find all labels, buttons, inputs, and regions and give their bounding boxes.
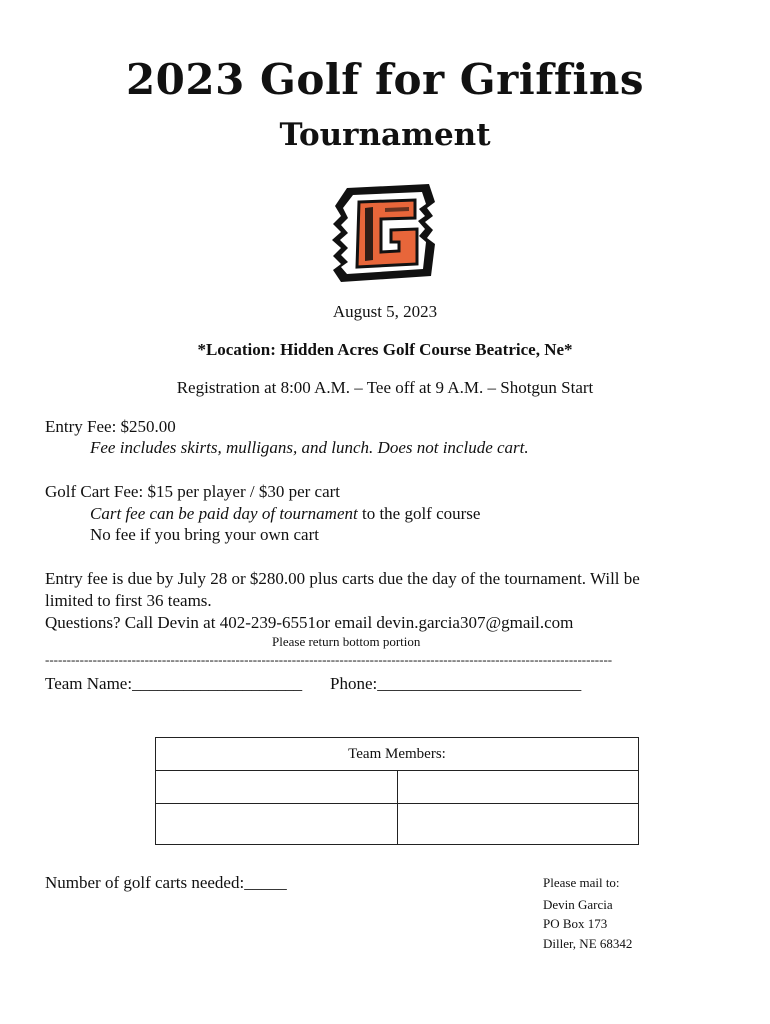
- event-registration: Registration at 8:00 A.M. – Tee off at 9 A.M. – Shotgun Start: [176, 378, 594, 397]
- entry-fee: Entry Fee: $250.00: [45, 417, 176, 436]
- cart-fee-note: [90, 503, 480, 525]
- mail-to-name: Devin Garcia: [543, 897, 613, 912]
- mail-to-po-box: PO Box 173: [543, 916, 608, 931]
- event-location: *Location: Hidden Acres Golf Course Beatrice, Ne*: [197, 340, 573, 359]
- due-line-2: limited to first 36 teams.: [45, 591, 212, 610]
- member-cell-4[interactable]: [397, 804, 639, 845]
- team-members-header: Team Members:: [156, 738, 639, 771]
- team-members-table: [155, 737, 639, 845]
- mail-to-city: Diller, NE 68342: [543, 936, 633, 951]
- mail-to-label: Please mail to:: [543, 875, 620, 890]
- page-title: 2023 Golf for Griffins: [125, 55, 645, 104]
- page-subtitle: Tournament: [279, 117, 491, 153]
- cart-fee: Golf Cart Fee: $15 per player / $30 per cart: [45, 482, 341, 501]
- questions-line: Questions? Call Devin at 402-239-6551or email devin.garcia307@gmail.com: [45, 613, 574, 632]
- cut-line-divider: -----------------------------------------------------------------------------------------------------------------------------------: [45, 652, 613, 667]
- carts-needed-field[interactable]: Number of golf carts needed:_____: [45, 873, 287, 892]
- cart-fee-note-italic: Cart fee can be paid day of tournament: [90, 504, 358, 523]
- cart-fee-note-rest: to the golf course: [357, 504, 481, 523]
- cart-fee-note-2: No fee if you bring your own cart: [90, 525, 319, 544]
- return-note: Please return bottom portion: [272, 634, 421, 649]
- griffin-g-logo-icon: [329, 182, 441, 284]
- event-date: August 5, 2023: [332, 302, 438, 321]
- member-cell-1[interactable]: [156, 771, 398, 804]
- team-name-field[interactable]: Team Name:____________________: [45, 674, 303, 693]
- member-cell-2[interactable]: [397, 771, 639, 804]
- phone-field[interactable]: Phone:________________________: [330, 674, 582, 693]
- member-cell-3[interactable]: [156, 804, 398, 845]
- entry-fee-note: Fee includes skirts, mulligans, and lunch. Does not include cart.: [90, 438, 529, 457]
- due-line-1: Entry fee is due by July 28 or $280.00 plus carts due the day of the tournament. Will be: [45, 569, 640, 588]
